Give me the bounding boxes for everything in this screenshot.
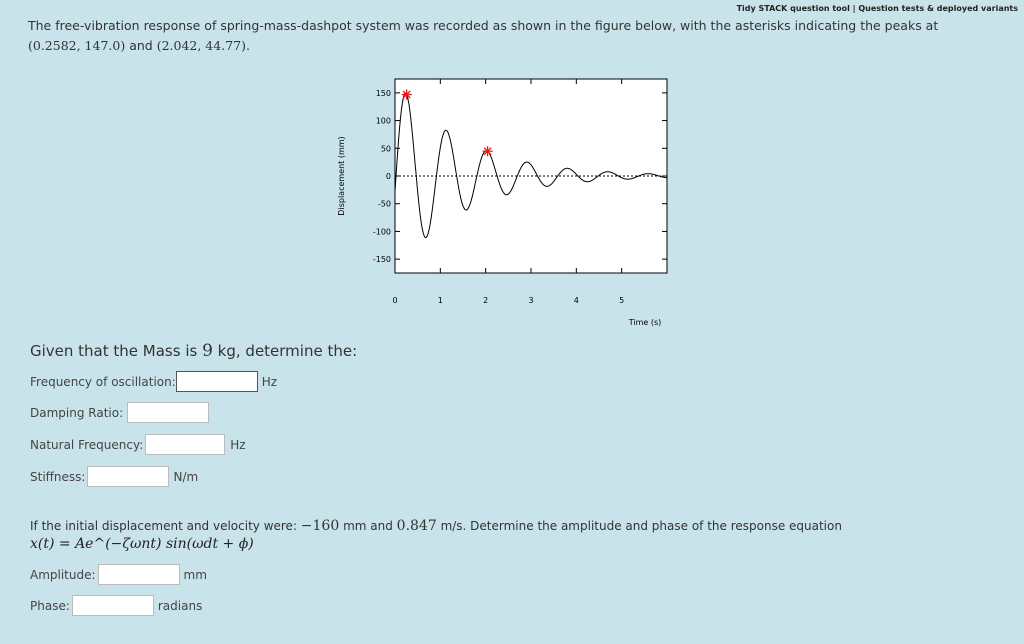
mass-value: 9 <box>202 341 213 361</box>
frequency-row <box>30 371 277 392</box>
peak-asterisk-icon <box>483 146 493 156</box>
x-tick-label: 4 <box>573 296 579 305</box>
header-links <box>737 4 1018 13</box>
tidy-tool-link[interactable]: Tidy STACK question tool <box>736 4 850 13</box>
peak-one: (0.2582, 147.0) <box>28 38 126 53</box>
intro-text: The free-vibration response of spring-mass-dashpot system was recorded as shown in the figure below, with the asterisks indicating the peaks at <box>28 18 939 33</box>
frequency-label: Frequency of oscillation: <box>30 374 176 389</box>
frequency-unit: Hz <box>261 374 278 389</box>
question-intro <box>28 16 988 56</box>
amplitude-label: Amplitude: <box>30 567 96 582</box>
initial-text-2: mm and <box>339 519 397 533</box>
amplitude-row <box>30 564 207 585</box>
given-prefix: Given that the Mass is <box>30 342 203 360</box>
natural-frequency-input[interactable] <box>145 434 225 455</box>
given-suffix: kg, determine the: <box>212 342 358 360</box>
x-tick-label: 5 <box>619 296 625 305</box>
amplitude-input[interactable] <box>98 564 180 585</box>
stiffness-label: Stiffness: <box>30 469 86 484</box>
initial-text-3: m/s. Determine the amplitude and phase of the response equation <box>436 519 842 533</box>
phase-input[interactable] <box>72 595 154 616</box>
y-tick-label: 100 <box>375 116 391 126</box>
damping-row <box>30 402 209 423</box>
y-axis-label: Displacement (mm) <box>337 136 346 216</box>
initial-displacement: −160 <box>300 518 340 534</box>
x-tick-label: 2 <box>483 296 489 305</box>
intro-end: . <box>245 38 250 53</box>
x-axis-label: Time (s) <box>628 318 662 327</box>
header-separator: | <box>849 4 859 13</box>
damping-label: Damping Ratio: <box>30 405 124 420</box>
response-figure <box>330 75 680 335</box>
initial-velocity: 0.847 <box>396 518 437 534</box>
response-plot <box>330 75 680 335</box>
stiffness-input[interactable] <box>87 466 169 487</box>
peak-asterisk-icon <box>402 90 412 100</box>
phase-unit: radians <box>157 598 203 613</box>
y-tick-label: 50 <box>380 144 391 154</box>
natural-frequency-row <box>30 434 246 455</box>
y-tick-label: 0 <box>385 172 391 181</box>
damping-input[interactable] <box>127 402 209 423</box>
natural-frequency-label: Natural Frequency: <box>30 437 144 452</box>
stiffness-unit: N/m <box>173 469 199 484</box>
initial-text-1: If the initial displacement and velocity were: <box>30 519 301 533</box>
y-tick-label: 150 <box>375 88 391 98</box>
phase-row <box>30 595 202 616</box>
initial-conditions <box>30 516 842 536</box>
natural-frequency-unit: Hz <box>230 437 246 452</box>
question-tests-link[interactable]: Question tests & deployed variants <box>858 4 1018 13</box>
y-tick-label: -100 <box>372 227 391 237</box>
phase-label: Phase: <box>30 598 70 613</box>
x-tick-label: 3 <box>528 296 534 305</box>
y-tick-label: -50 <box>377 199 391 209</box>
response-equation: x(t) = Ae^(−ζωnt) sin(ωdt + ϕ) <box>30 536 254 552</box>
y-tick-label: -150 <box>372 255 391 265</box>
stiffness-row <box>30 466 198 487</box>
amplitude-unit: mm <box>183 567 207 582</box>
intro-and: and <box>125 38 157 53</box>
peak-two: (2.042, 44.77) <box>156 38 246 53</box>
given-statement <box>30 341 357 361</box>
x-tick-label: 1 <box>437 296 443 305</box>
frequency-input[interactable] <box>176 371 258 392</box>
x-tick-label: 0 <box>392 296 398 305</box>
